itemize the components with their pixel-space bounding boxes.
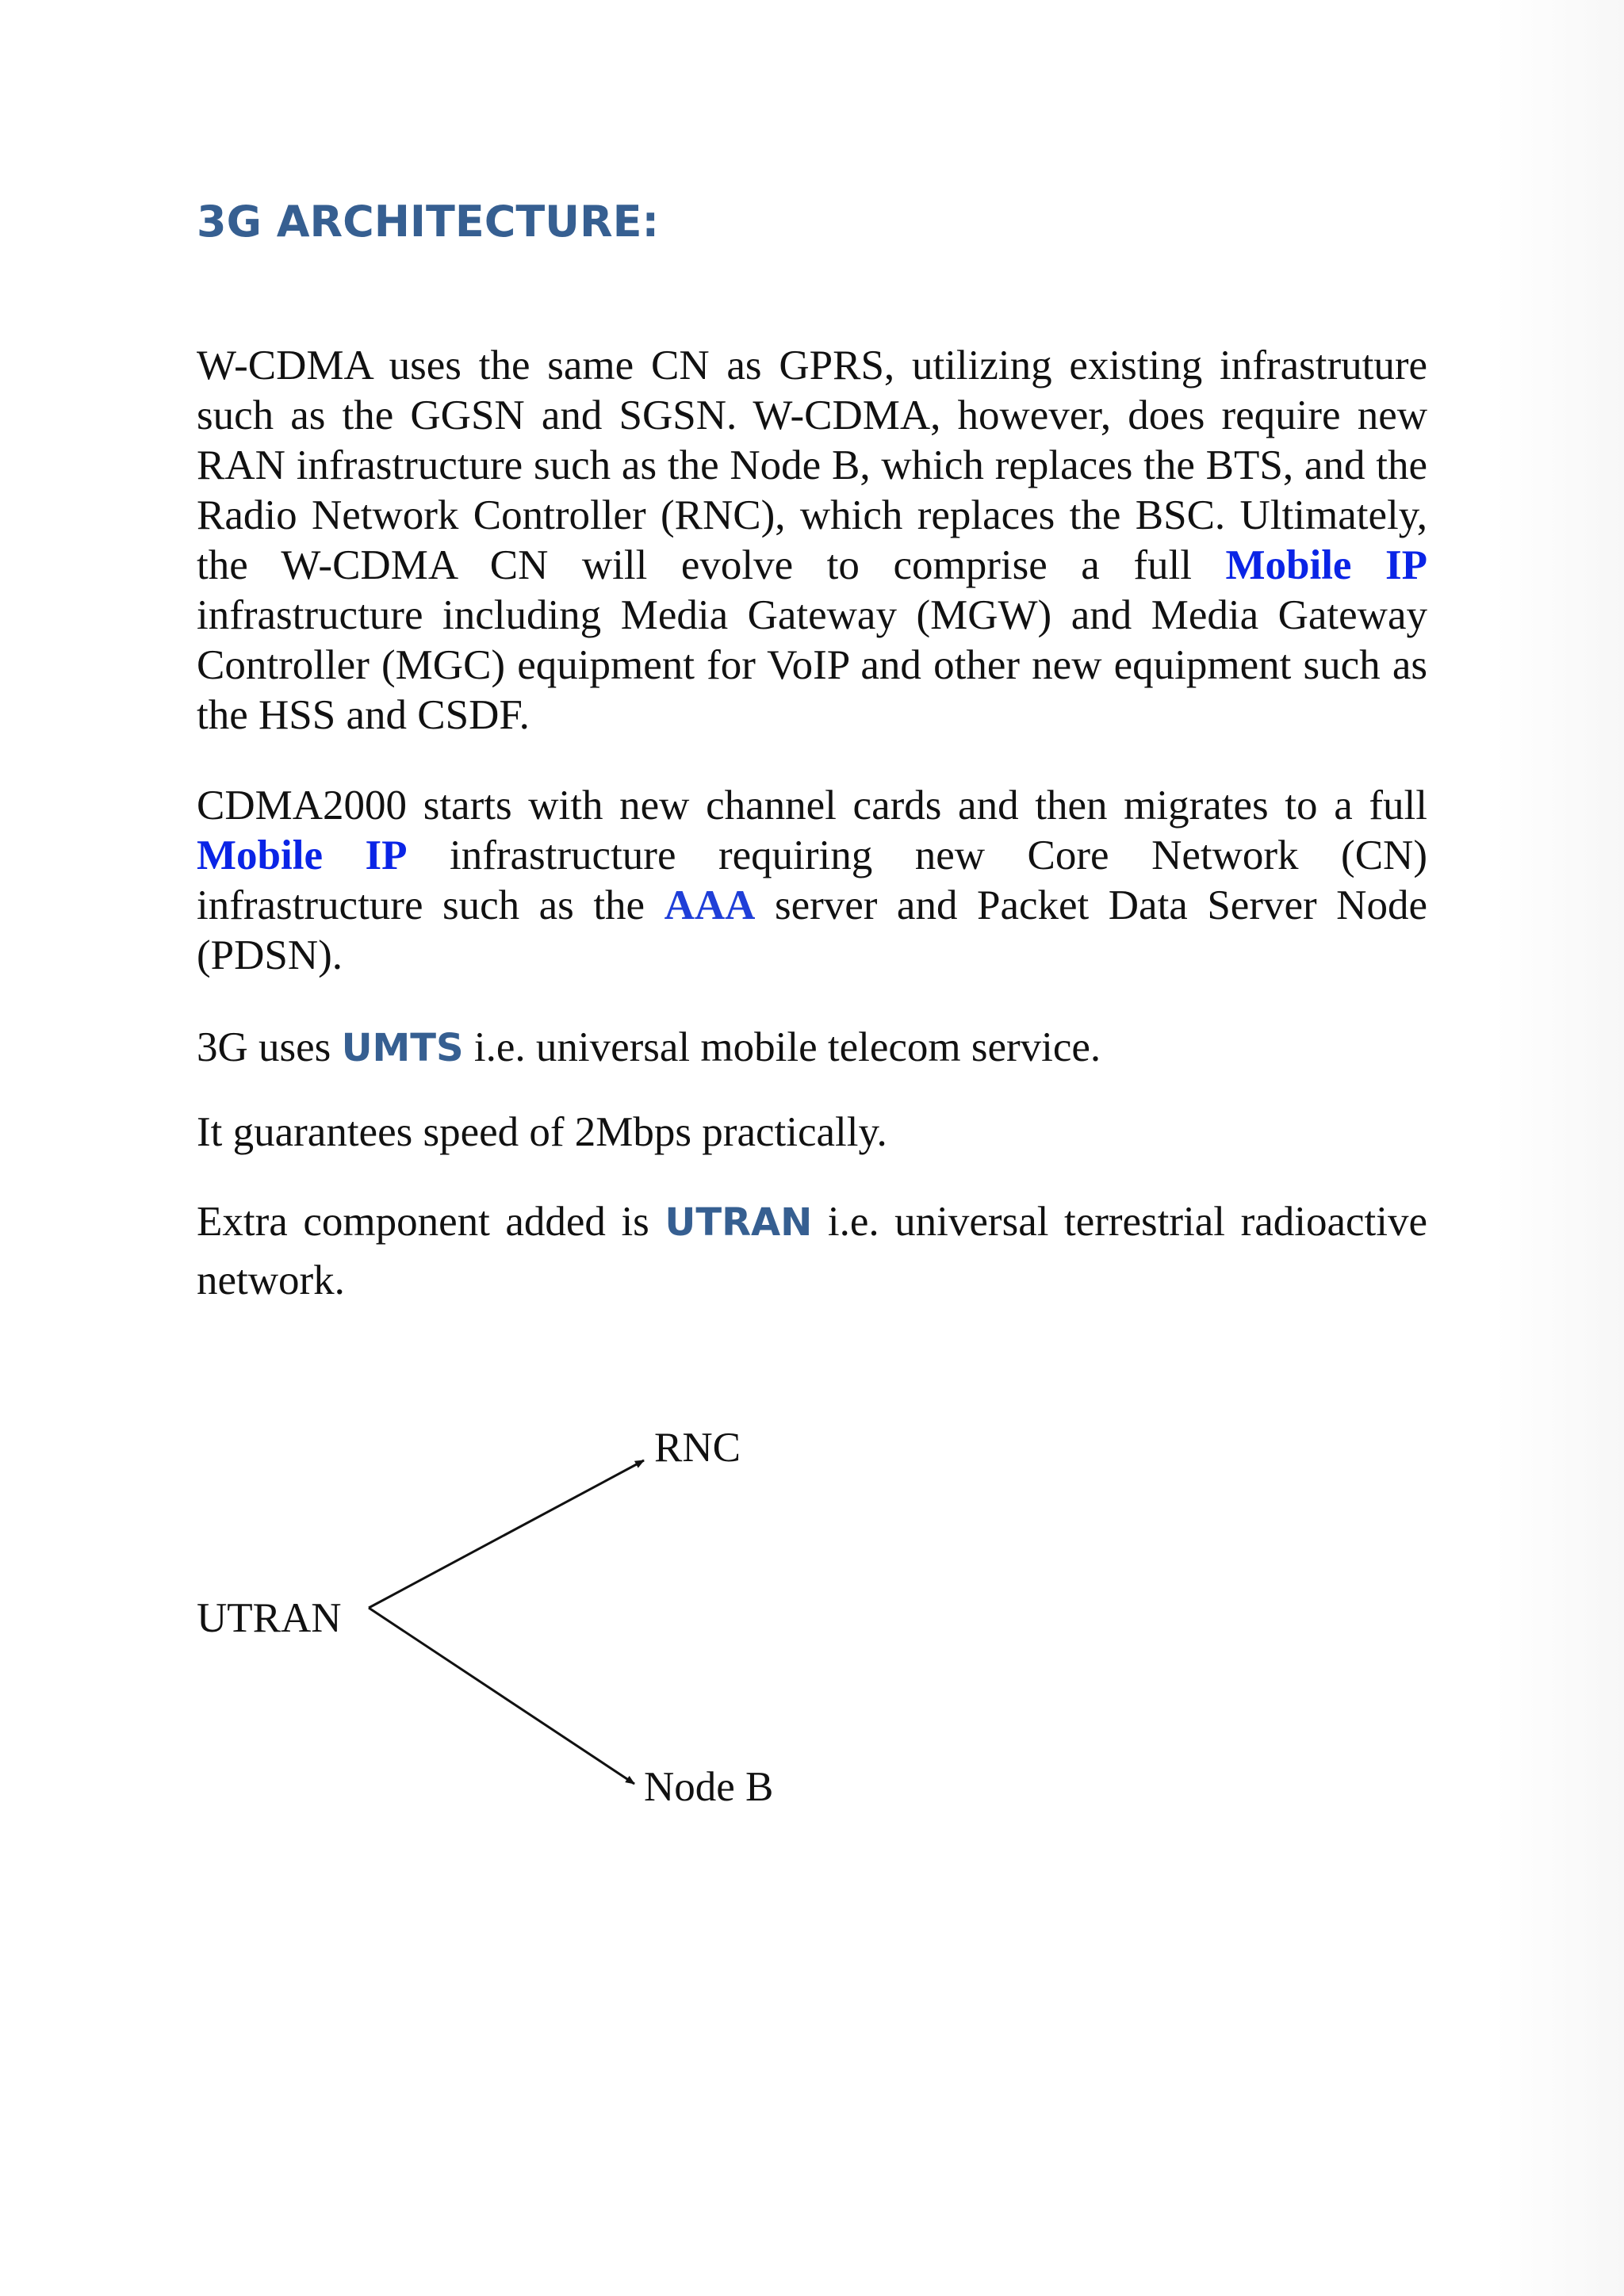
keyword-utran: UTRAN <box>665 1200 813 1245</box>
keyword-mobile-ip: Mobile IP <box>1225 542 1427 588</box>
paragraph-text: infrastructure including Media Gateway (MGW) and Media Gateway Controller (MGC) equipment for VoIP and other new equipment such as the HSS and CSDF. <box>197 592 1427 738</box>
keyword-aaa: AAA <box>664 882 756 928</box>
diagram-label-utran: UTRAN <box>197 1595 342 1641</box>
paragraph-text: i.e. universal mobile telecom service. <box>463 1024 1101 1070</box>
diagram-label-node-b: Node B <box>644 1764 774 1810</box>
paragraph-text: server and Packet Data Server Node (PDSN). <box>197 882 1427 978</box>
paragraph-text: Extra component added is <box>197 1199 665 1245</box>
arrow-to-node-b <box>369 1608 634 1784</box>
arrow-to-rnc <box>369 1460 644 1608</box>
diagram-label-rnc: RNC <box>654 1425 741 1471</box>
paragraph-text: i.e. universal terrestrial radioactive network. <box>197 1199 1427 1303</box>
page-title: 3G ARCHITECTURE: <box>197 197 660 247</box>
paragraph-text: W-CDMA uses the same CN as GPRS, utilizing existing infrastruture such as the GGSN and SGSN. W-CDMA, however, does require new RAN infrastructure such as the Node B, which replaces the BTS, and the Radio Network Controller (RNC), which replaces the BSC. Ultimately, the W-CDMA CN will evolve to comprise a full <box>197 342 1427 588</box>
keyword-mobile-ip: Mobile IP <box>197 832 408 878</box>
keyword-umts: UMTS <box>341 1026 464 1070</box>
paragraph-text: It guarantees speed of 2Mbps practically. <box>197 1109 887 1155</box>
paragraph-text: 3G uses <box>197 1024 342 1070</box>
paragraph-text: CDMA2000 starts with new channel cards and then migrates to a full <box>197 783 1427 828</box>
paragraph-text: infrastructure requiring new Core Network (CN) infrastructure such as the <box>197 832 1427 928</box>
